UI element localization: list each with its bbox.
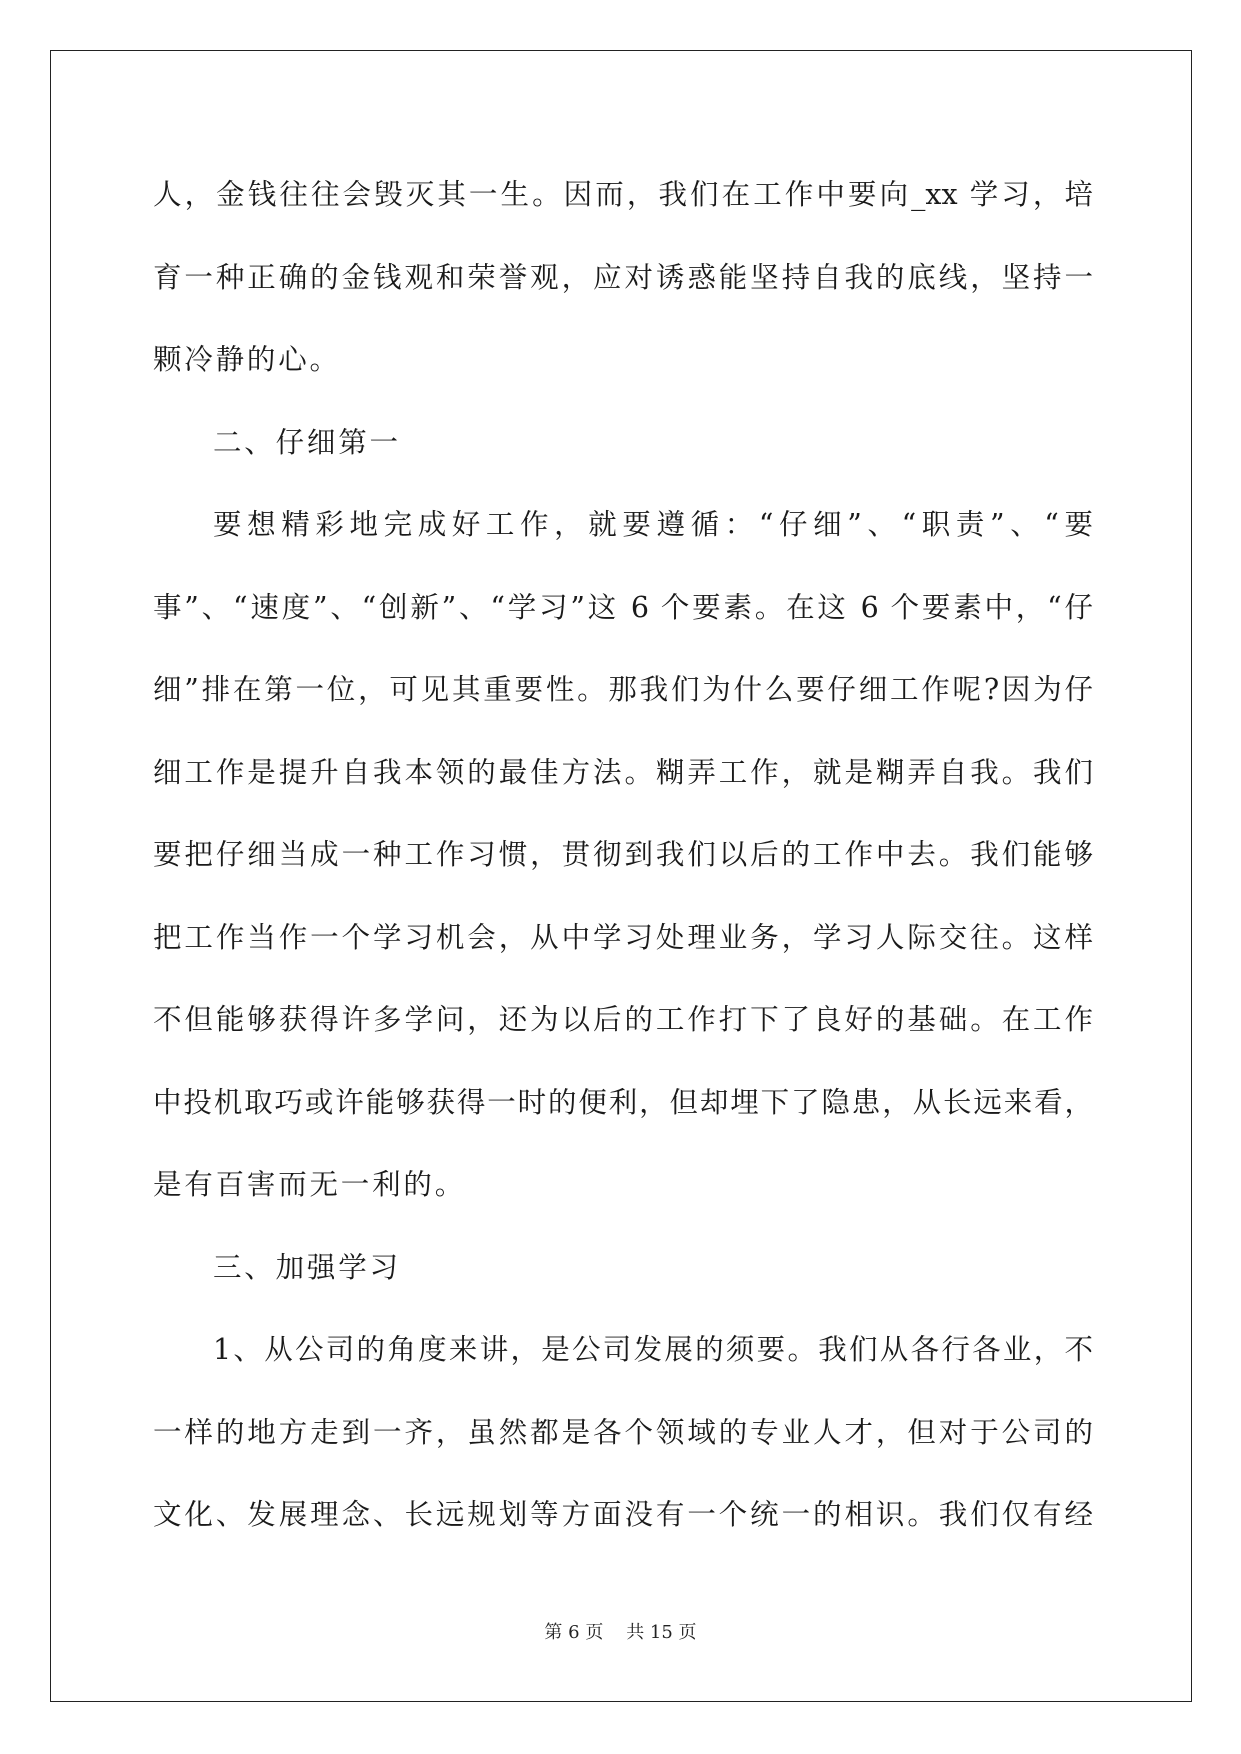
text-line: 中投机取巧或许能够获得一时的便利，但却埋下了隐患，从长远来看，: [153, 1085, 1093, 1119]
text-line: 把工作当作一个学习机会，从中学习处理业务，学习人际交往。这样: [153, 920, 1093, 954]
text-line: 育一种正确的金钱观和荣誉观，应对诱惑能坚持自我的底线，坚持一: [153, 260, 1093, 294]
text-line: 细工作是提升自我本领的最佳方法。糊弄工作，就是糊弄自我。我们: [153, 755, 1093, 789]
text-line: 是有百害而无一利的。: [153, 1168, 467, 1201]
text-line: 人，金钱往往会毁灭其一生。因而，我们在工作中要向_xx 学习，培: [153, 178, 1093, 211]
text-line: 要想精彩地完成好工作，就要遵循：“仔细”、“职责”、“要: [213, 508, 1093, 541]
text-line: 一样的地方走到一齐，虽然都是各个领域的专业人才，但对于公司的: [153, 1415, 1093, 1449]
document-body: [153, 160, 1093, 1563]
section-heading: 三、加强学习: [213, 1250, 401, 1284]
section-heading: 二、仔细第一: [213, 425, 401, 459]
page-number: 第 6 页 共 15 页: [544, 1622, 697, 1643]
text-line: 颗冷静的心。: [153, 343, 341, 376]
text-line: 文化、发展理念、长远规划等方面没有一个统一的相识。我们仅有经: [153, 1498, 1093, 1531]
text-line: 细”排在第一位，可见其重要性。那我们为什么要仔细工作呢?因为仔: [153, 673, 1093, 706]
text-line: 要把仔细当成一种工作习惯，贯彻到我们以后的工作中去。我们能够: [153, 838, 1093, 871]
text-line: 1、从公司的角度来讲，是公司发展的须要。我们从各行各业，不: [213, 1333, 1093, 1366]
text-line: 不但能够获得许多学问，还为以后的工作打下了良好的基础。在工作: [153, 1003, 1093, 1036]
text-line: 事”、“速度”、“创新”、“学习”这 6 个要素。在这 6 个要素中，“仔: [153, 590, 1093, 624]
